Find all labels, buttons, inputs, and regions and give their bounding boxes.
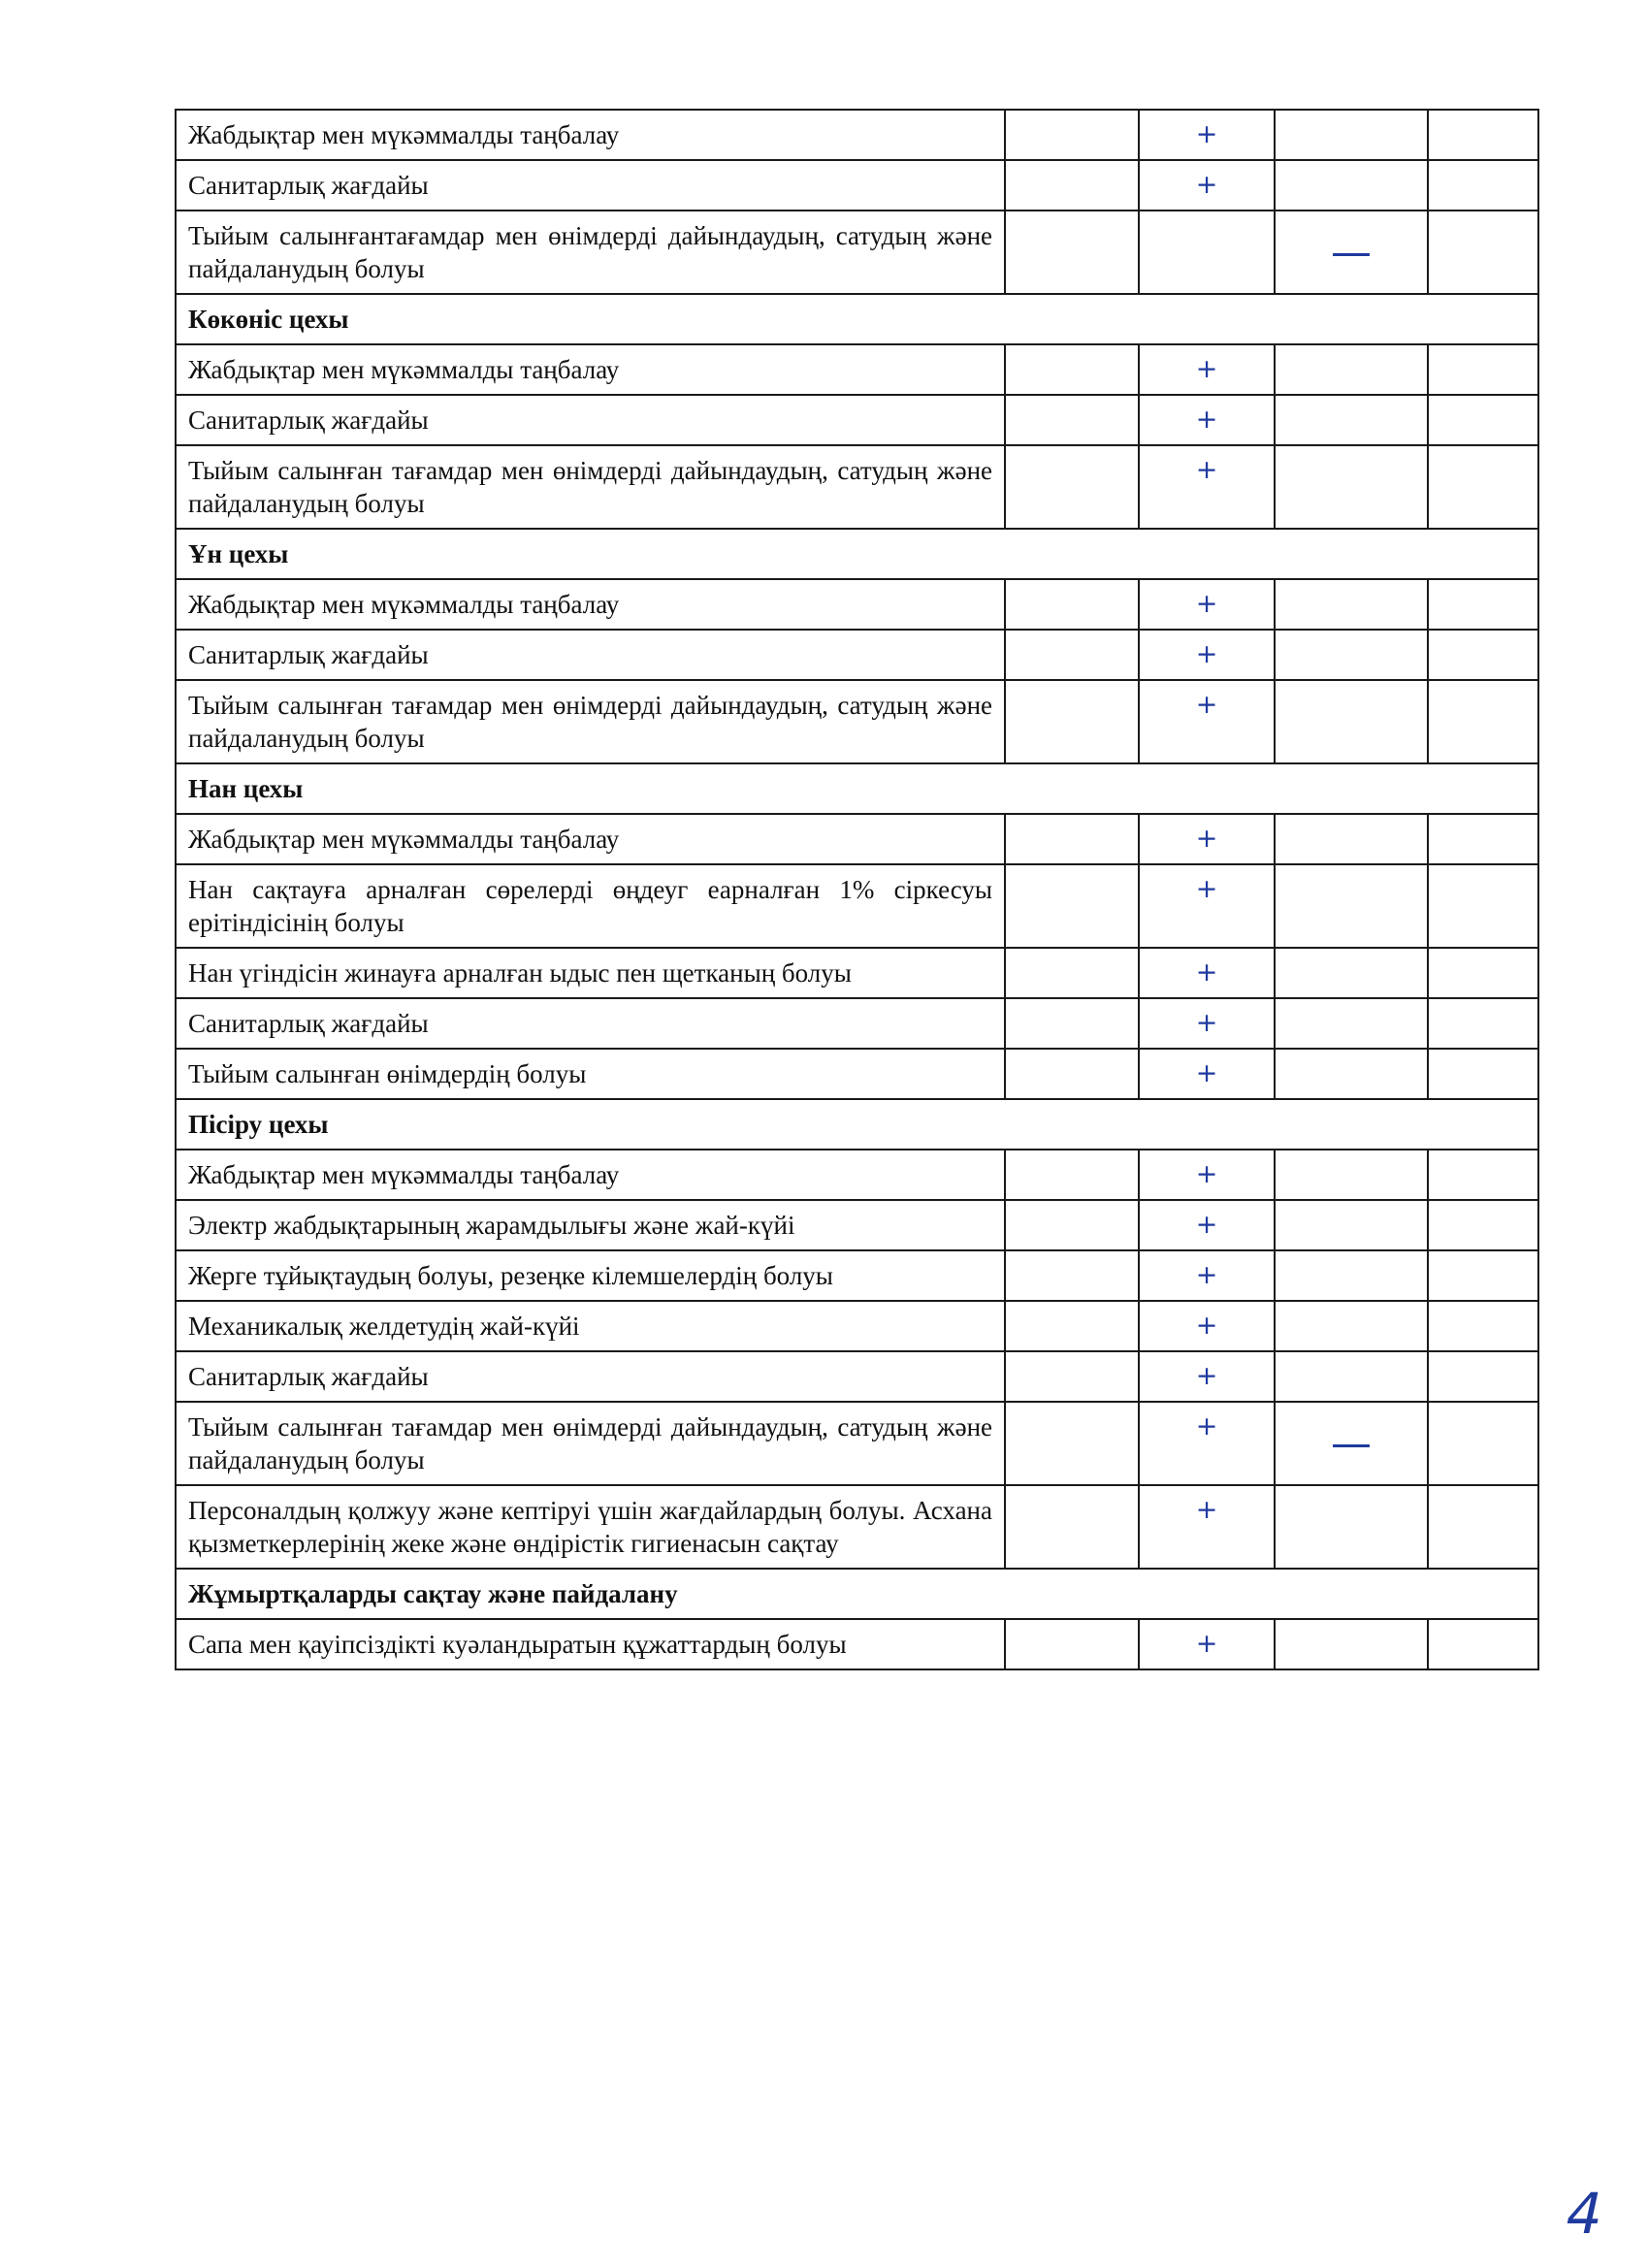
mark-cell xyxy=(1428,395,1538,445)
checklist-item-text: Персоналдың қолжуу және кептіруі үшін жағдайлардың болуы. Асхана қызметкерлерінің жеке және өндірістік гигиенасын сақтау xyxy=(176,1485,1005,1569)
mark-cell xyxy=(1005,211,1139,294)
mark-cell xyxy=(1428,864,1538,948)
mark-cell: + xyxy=(1139,1250,1275,1301)
section-row xyxy=(176,763,1538,814)
mark-cell xyxy=(1428,1250,1538,1301)
section-heading: Көкөніс цехы xyxy=(176,294,1538,344)
mark-cell xyxy=(1005,579,1139,630)
mark-cell xyxy=(1428,948,1538,998)
mark-cell xyxy=(1428,1049,1538,1099)
checklist-item-text: Санитарлық жағдайы xyxy=(176,630,1005,680)
mark-cell: + xyxy=(1139,680,1275,763)
mark-cell xyxy=(1005,814,1139,864)
inspection-checklist-table xyxy=(175,109,1539,1670)
mark-cell xyxy=(1275,680,1428,763)
checklist-item-text: Санитарлық жағдайы xyxy=(176,998,1005,1049)
mark-cell xyxy=(1428,1150,1538,1200)
table-row xyxy=(176,1250,1538,1301)
section-heading: Пісіру цехы xyxy=(176,1099,1538,1150)
mark-cell: + xyxy=(1139,1150,1275,1200)
mark-cell xyxy=(1005,1351,1139,1402)
checklist-item-text: Санитарлық жағдайы xyxy=(176,160,1005,211)
checklist-item-text: Тыйым салынған өнімдердің болуы xyxy=(176,1049,1005,1099)
table-row xyxy=(176,864,1538,948)
mark-cell xyxy=(1428,211,1538,294)
table-row xyxy=(176,211,1538,294)
mark-cell xyxy=(1428,160,1538,211)
table-row xyxy=(176,395,1538,445)
checklist-item-text: Санитарлық жағдайы xyxy=(176,395,1005,445)
section-heading: Нан цехы xyxy=(176,763,1538,814)
mark-cell xyxy=(1275,1150,1428,1200)
table-row xyxy=(176,1200,1538,1250)
mark-cell: + xyxy=(1139,1301,1275,1351)
mark-cell xyxy=(1005,1619,1139,1669)
mark-cell: + xyxy=(1139,864,1275,948)
mark-cell xyxy=(1275,630,1428,680)
mark-cell: + xyxy=(1139,395,1275,445)
checklist-item-text: Электр жабдықтарының жарамдылығы және жай-күйі xyxy=(176,1200,1005,1250)
mark-cell xyxy=(1005,1402,1139,1485)
mark-cell xyxy=(1275,864,1428,948)
mark-cell xyxy=(1428,1402,1538,1485)
checklist-item-text: Жабдықтар мен мүкәммалды таңбалау xyxy=(176,110,1005,160)
table-row xyxy=(176,1351,1538,1402)
mark-cell xyxy=(1428,445,1538,529)
mark-cell xyxy=(1428,998,1538,1049)
table-row xyxy=(176,579,1538,630)
mark-cell xyxy=(1428,680,1538,763)
mark-cell: + xyxy=(1139,579,1275,630)
mark-cell: + xyxy=(1139,1351,1275,1402)
mark-cell xyxy=(1275,1200,1428,1250)
table-row xyxy=(176,344,1538,395)
checklist-item-text: Тыйым салынған тағамдар мен өнімдерді дайындаудың, сатудың және пайдаланудың болуы xyxy=(176,680,1005,763)
mark-cell xyxy=(1005,948,1139,998)
mark-cell: + xyxy=(1139,998,1275,1049)
table-row xyxy=(176,1619,1538,1669)
table-row xyxy=(176,630,1538,680)
mark-cell: + xyxy=(1139,344,1275,395)
mark-cell: + xyxy=(1139,1402,1275,1485)
mark-cell xyxy=(1005,630,1139,680)
checklist-item-text: Жабдықтар мен мүкәммалды таңбалау xyxy=(176,814,1005,864)
mark-cell xyxy=(1428,344,1538,395)
table-row xyxy=(176,110,1538,160)
table-row xyxy=(176,1485,1538,1569)
mark-cell xyxy=(1005,864,1139,948)
section-row xyxy=(176,529,1538,579)
mark-cell: + xyxy=(1139,160,1275,211)
mark-cell xyxy=(1005,445,1139,529)
table-row xyxy=(176,680,1538,763)
section-row xyxy=(176,1569,1538,1619)
mark-cell xyxy=(1275,948,1428,998)
mark-cell xyxy=(1005,395,1139,445)
mark-cell xyxy=(1005,680,1139,763)
checklist-item-text: Жабдықтар мен мүкәммалды таңбалау xyxy=(176,579,1005,630)
checklist-item-text: Нан сақтауға арналған сөрелерді өңдеуг еарналған 1% сіркесуы ерітіндісінің болуы xyxy=(176,864,1005,948)
mark-cell xyxy=(1428,579,1538,630)
mark-cell xyxy=(1005,110,1139,160)
mark-cell xyxy=(1005,160,1139,211)
table-row xyxy=(176,1301,1538,1351)
mark-cell xyxy=(1275,1485,1428,1569)
mark-cell xyxy=(1005,1301,1139,1351)
mark-cell: + xyxy=(1139,630,1275,680)
mark-cell xyxy=(1275,110,1428,160)
checklist-item-text: Жабдықтар мен мүкәммалды таңбалау xyxy=(176,344,1005,395)
mark-cell: + xyxy=(1139,1485,1275,1569)
table-row xyxy=(176,998,1538,1049)
table-row xyxy=(176,948,1538,998)
mark-cell xyxy=(1275,1619,1428,1669)
checklist-item-text: Жерге тұйықтаудың болуы, резеңке кілемшелердің болуы xyxy=(176,1250,1005,1301)
mark-cell xyxy=(1005,1485,1139,1569)
mark-cell xyxy=(1275,814,1428,864)
checklist-item-text: Тыйым салынған тағамдар мен өнімдерді дайындаудың, сатудың және пайдаланудың болуы xyxy=(176,1402,1005,1485)
mark-cell xyxy=(1139,211,1275,294)
mark-cell xyxy=(1275,344,1428,395)
table-row xyxy=(176,160,1538,211)
mark-cell xyxy=(1005,1200,1139,1250)
mark-cell: + xyxy=(1139,1200,1275,1250)
mark-cell: + xyxy=(1139,1049,1275,1099)
mark-cell xyxy=(1005,998,1139,1049)
mark-cell xyxy=(1428,1485,1538,1569)
checklist-item-text: Сапа мен қауіпсіздікті куәландыратын құжаттардың болуы xyxy=(176,1619,1005,1669)
mark-cell xyxy=(1275,395,1428,445)
section-heading: Ұн цехы xyxy=(176,529,1538,579)
mark-cell xyxy=(1005,1049,1139,1099)
checklist-sheet xyxy=(175,109,1537,1670)
section-row xyxy=(176,1099,1538,1150)
mark-cell xyxy=(1428,1351,1538,1402)
mark-cell: + xyxy=(1139,814,1275,864)
mark-cell: — xyxy=(1275,211,1428,294)
section-heading: Жұмыртқаларды сақтау және пайдалану xyxy=(176,1569,1538,1619)
mark-cell xyxy=(1275,1301,1428,1351)
mark-cell xyxy=(1275,1351,1428,1402)
mark-cell xyxy=(1428,1200,1538,1250)
mark-cell xyxy=(1428,1301,1538,1351)
mark-cell xyxy=(1428,1619,1538,1669)
table-row xyxy=(176,1150,1538,1200)
checklist-body xyxy=(176,110,1538,1669)
mark-cell xyxy=(1275,1049,1428,1099)
page-number: 4 xyxy=(1559,2181,1610,2247)
table-row xyxy=(176,1402,1538,1485)
mark-cell xyxy=(1005,1250,1139,1301)
mark-cell xyxy=(1275,998,1428,1049)
table-row xyxy=(176,445,1538,529)
section-row xyxy=(176,294,1538,344)
mark-cell xyxy=(1275,445,1428,529)
mark-cell xyxy=(1005,344,1139,395)
checklist-item-text: Санитарлық жағдайы xyxy=(176,1351,1005,1402)
checklist-item-text: Тыйым салынған тағамдар мен өнімдерді дайындаудың, сатудың және пайдаланудың болуы xyxy=(176,445,1005,529)
mark-cell xyxy=(1005,1150,1139,1200)
mark-cell: + xyxy=(1139,445,1275,529)
mark-cell xyxy=(1428,110,1538,160)
checklist-item-text: Механикалық желдетудің жай-күйі xyxy=(176,1301,1005,1351)
mark-cell xyxy=(1275,1250,1428,1301)
checklist-item-text: Нан үгіндісін жинауға арналған ыдыс пен щетканың болуы xyxy=(176,948,1005,998)
mark-cell xyxy=(1275,160,1428,211)
checklist-item-text: Жабдықтар мен мүкәммалды таңбалау xyxy=(176,1150,1005,1200)
mark-cell: — xyxy=(1275,1402,1428,1485)
table-row xyxy=(176,814,1538,864)
mark-cell: + xyxy=(1139,1619,1275,1669)
mark-cell xyxy=(1275,579,1428,630)
checklist-item-text: Тыйым салынғантағамдар мен өнімдерді дайындаудың, сатудың және пайдаланудың болуы xyxy=(176,211,1005,294)
mark-cell xyxy=(1428,630,1538,680)
mark-cell: + xyxy=(1139,110,1275,160)
table-row xyxy=(176,1049,1538,1099)
mark-cell: + xyxy=(1139,948,1275,998)
mark-cell xyxy=(1428,814,1538,864)
